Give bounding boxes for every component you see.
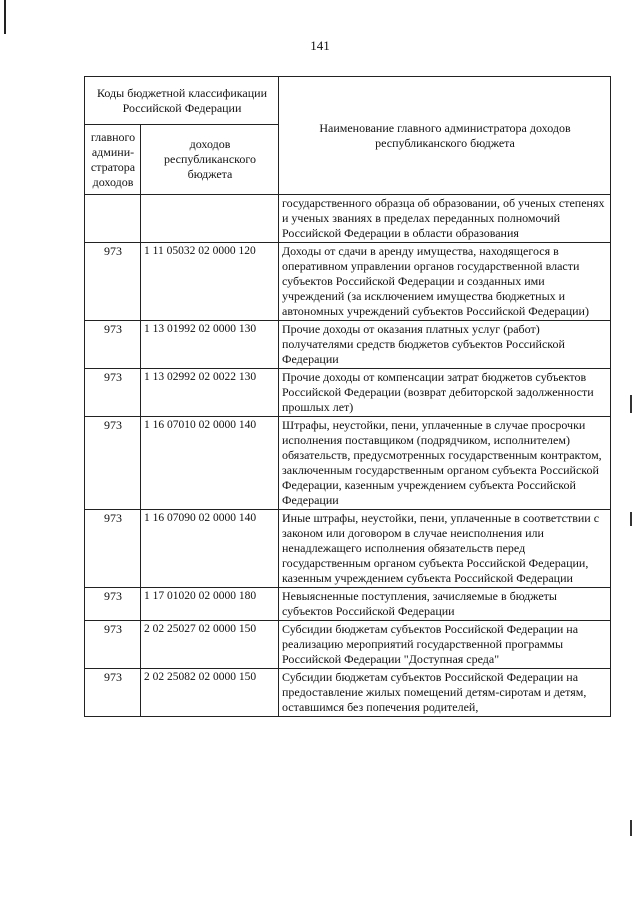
cell-admin-code: 973 (85, 243, 141, 321)
table-row (85, 621, 611, 669)
scan-edge-tick (630, 820, 632, 836)
table-row (85, 243, 611, 321)
cell-income-name: Доходы от сдачи в аренду имущества, находящегося в оперативном управлении органов государственной власти субъектов Российской Федерации и созданных ими учреждений (за исключением имущества бюджетных и автономных учреждений субъектов Российской Федерации) (279, 243, 611, 321)
cell-admin-code: 973 (85, 321, 141, 369)
cell-income-name: Субсидии бюджетам субъектов Российской Федерации на предоставление жилых помещений детям-сиротам и детям, оставшимся без попечения родителей, (279, 669, 611, 717)
header-col-admin: главного админи-стратора доходов (85, 125, 141, 195)
cell-income-code (141, 195, 279, 243)
cell-income-code: 2 02 25027 02 0000 150 (141, 621, 279, 669)
cell-income-name: Субсидии бюджетам субъектов Российской Федерации на реализацию мероприятий государственной программы Российской Федерации "Доступная среда" (279, 621, 611, 669)
cell-income-code: 1 16 07090 02 0000 140 (141, 510, 279, 588)
cell-admin-code: 973 (85, 417, 141, 510)
scan-edge-tick (630, 395, 632, 413)
cell-income-name: Штрафы, неустойки, пени, уплаченные в случае просрочки исполнения поставщиком (подрядчиком, исполнителем) обязательств, предусмотренных государственным контрактом, заключенным государственным органом субъекта Российской Федерации, казенным учреждением субъекта Российской Федерации (279, 417, 611, 510)
cell-income-code: 2 02 25082 02 0000 150 (141, 669, 279, 717)
cell-income-name: Невыясненные поступления, зачисляемые в бюджеты субъектов Российской Федерации (279, 588, 611, 621)
cell-admin-code: 973 (85, 510, 141, 588)
budget-classification-table (84, 76, 611, 717)
scan-edge-mark (4, 0, 6, 34)
cell-income-code: 1 13 01992 02 0000 130 (141, 321, 279, 369)
cell-income-code: 1 16 07010 02 0000 140 (141, 417, 279, 510)
table-row (85, 321, 611, 369)
cell-income-code: 1 17 01020 02 0000 180 (141, 588, 279, 621)
table-row (85, 417, 611, 510)
page-number: 141 (310, 38, 330, 53)
table-row (85, 669, 611, 717)
cell-income-name: Прочие доходы от компенсации затрат бюджетов субъектов Российской Федерации (возврат дебиторской задолженности прошлых лет) (279, 369, 611, 417)
table-row (85, 195, 611, 243)
cell-admin-code: 973 (85, 621, 141, 669)
cell-admin-code: 973 (85, 369, 141, 417)
header-col-name: Наименование главного администратора доходов республиканского бюджета (279, 77, 611, 195)
header-col-code: доходов республиканского бюджета (141, 125, 279, 195)
cell-admin-code (85, 195, 141, 243)
cell-admin-code: 973 (85, 588, 141, 621)
table-row (85, 369, 611, 417)
cell-income-name: Иные штрафы, неустойки, пени, уплаченные в соответствии с законом или договором в случае неисполнения или ненадлежащего исполнения обязательств перед государственным органом субъекта Российской Федерации, казенным учреждением субъекта Российской Федерации (279, 510, 611, 588)
scan-edge-tick (630, 512, 632, 526)
cell-income-name: государственного образца об образовании, об ученых степенях и ученых званиях в пределах переданных полномочий Российской Федерации в области образования (279, 195, 611, 243)
cell-income-code: 1 13 02992 02 0022 130 (141, 369, 279, 417)
cell-income-code: 1 11 05032 02 0000 120 (141, 243, 279, 321)
table-header (85, 77, 611, 195)
cell-admin-code: 973 (85, 669, 141, 717)
table-row (85, 588, 611, 621)
cell-income-name: Прочие доходы от оказания платных услуг (работ) получателями средств бюджетов субъектов Российской Федерации (279, 321, 611, 369)
table-row (85, 510, 611, 588)
header-group-title: Коды бюджетной классификации Российской Федерации (85, 77, 279, 125)
table-body (85, 195, 611, 717)
